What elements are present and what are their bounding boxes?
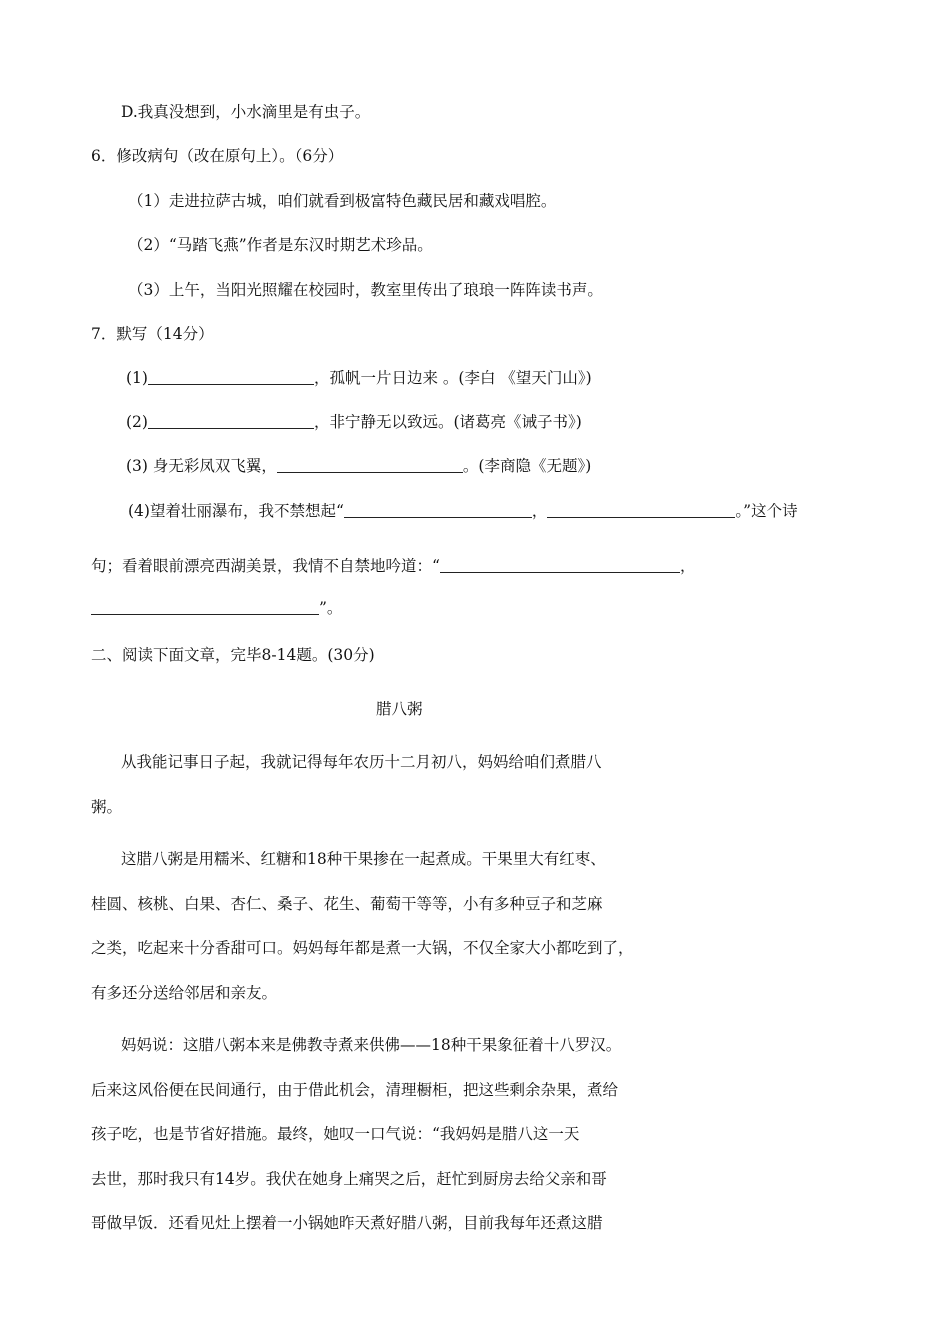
paragraph-2-line-3: 之类，吃起来十分香甜可口。妈妈每年都是煮一大锅，不仅全家大小都吃到了， [91, 939, 634, 957]
fill-blank-3[interactable] [277, 456, 463, 473]
q7-line-3 [126, 455, 591, 477]
q7-line-3-post: 。(李商隐《无题》) [462, 457, 592, 475]
question-7-title: 7．默写（14分） [91, 325, 214, 343]
fill-blank-2[interactable] [148, 412, 314, 429]
paragraph-3-line-2: 后来这风俗便在民间通行，由于借此机会，清理橱柜，把这些剩余杂果，煮给 [91, 1081, 619, 1099]
q7-line-5-post: ， [679, 557, 696, 575]
fill-blank-4b[interactable] [547, 501, 735, 518]
paragraph-1-line-2: 粥。 [91, 798, 123, 816]
q7-line-1 [126, 367, 592, 389]
q7-line-5 [91, 555, 695, 577]
q7-line-4-mid: ， [531, 502, 548, 520]
article-title: 腊八粥 [376, 700, 423, 718]
paragraph-3-line-4: 去世，那时我只有14岁。我伏在她身上痛哭之后，赶忙到厨房去给父亲和哥 [91, 1170, 607, 1188]
q7-line-1-text: ，孤帆一片日边来 。(李白 《望天门山》) [313, 369, 592, 387]
q6-item-2: （2）“马踏飞燕”作者是东汉时期艺术珍品。 [128, 236, 433, 254]
paragraph-3-line-1: 妈妈说：这腊八粥本来是佛教寺煮来供佛——18种干果象征着十八罗汉。 [121, 1036, 622, 1054]
paragraph-2-line-1: 这腊八粥是用糯米、红糖和18种干果掺在一起煮成。干果里大有红枣、 [121, 850, 606, 868]
fill-blank-5a[interactable] [440, 556, 680, 573]
q7-line-6-post: ”。 [319, 599, 343, 617]
paragraph-3-line-5: 哥做早饭．还看见灶上摆着一小锅她昨天煮好腊八粥，目前我每年还煮这腊 [91, 1214, 603, 1232]
q7-line-4 [128, 500, 798, 522]
fill-blank-1[interactable] [148, 368, 314, 385]
fill-blank-4a[interactable] [344, 501, 532, 518]
section-2-heading: 二、阅读下面文章，完毕8-14题。(30分) [91, 646, 375, 664]
paragraph-3-line-3: 孩子吃，也是节省好措施。最终，她叹一口气说：“我妈妈是腊八这一天 [91, 1125, 580, 1143]
q7-line-2-number: (2) [126, 413, 148, 431]
q7-line-5-pre: 句；看着眼前漂亮西湖美景，我情不自禁地吟道：“ [91, 557, 440, 575]
paragraph-2-line-2: 桂圆、核桃、白果、杏仁、桑子、花生、葡萄干等等，小有多种豆子和芝麻 [91, 895, 603, 913]
question-6-title: 6．修改病句（改在原句上）。（6分） [91, 147, 344, 165]
q7-line-1-number: (1) [126, 369, 148, 387]
q6-item-3: （3）上午，当阳光照耀在校园时，教室里传出了琅琅一阵阵读书声。 [128, 281, 603, 299]
q7-line-4-post: 。”这个诗 [735, 502, 798, 520]
paragraph-1-line-1: 从我能记事日子起，我就记得每年农历十二月初八，妈妈给咱们煮腊八 [121, 753, 602, 771]
q7-line-2 [126, 411, 582, 433]
q7-line-4-pre: (4)望着壮丽瀑布，我不禁想起“ [128, 502, 344, 520]
paragraph-2-line-4: 有多还分送给邻居和亲友。 [91, 984, 278, 1002]
q7-line-3-pre: (3) 身无彩凤双飞翼， [126, 457, 277, 475]
q7-line-6 [91, 597, 342, 619]
q6-item-1: （1）走进拉萨古城，咱们就看到极富特色藏民居和藏戏唱腔。 [128, 192, 557, 210]
q7-line-2-text: ，非宁静无以致远。(诸葛亮《诫子书》) [313, 413, 582, 431]
fill-blank-5b[interactable] [91, 598, 319, 615]
option-d: D.我真没想到，小水滴里是有虫子。 [121, 103, 371, 121]
